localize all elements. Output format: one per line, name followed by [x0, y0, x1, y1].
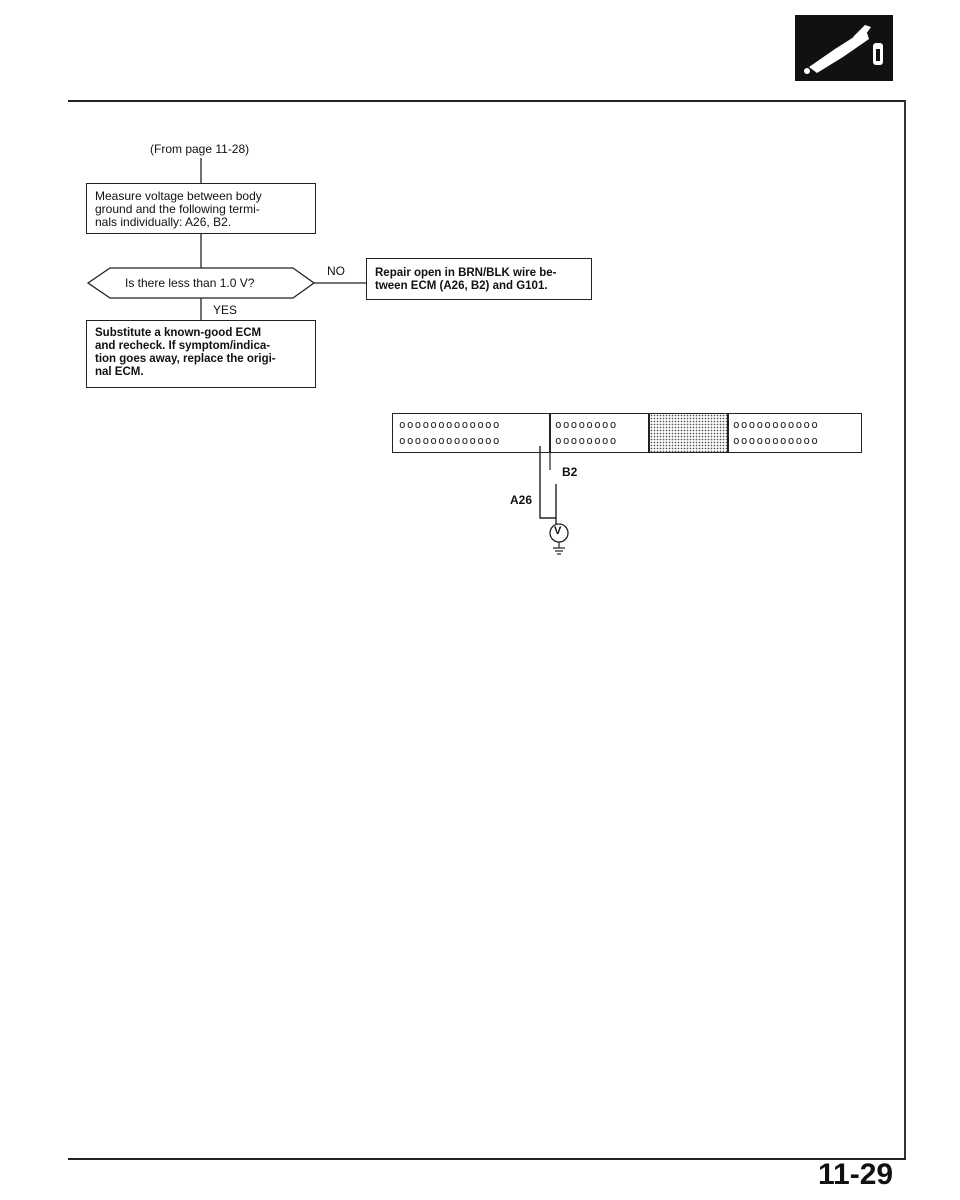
pin-row: ooooooooooo [733, 418, 820, 431]
yes-action-line: nal ECM. [95, 366, 144, 378]
pin-row: ooooooooooooo [399, 434, 501, 447]
step1-line: Measure voltage between body [95, 189, 262, 203]
step1-line: ground and the following termi- [95, 202, 260, 216]
yes-action-line: Substitute a known-good ECM [95, 327, 262, 339]
pin-row: ooooooooooo [733, 434, 820, 447]
yes-action-line: and recheck. If symptom/indica- [95, 340, 271, 352]
no-label: NO [327, 264, 345, 278]
decision-text: Is there less than 1.0 V? [125, 276, 255, 290]
no-action-line: tween ECM (A26, B2) and G101. [375, 280, 548, 292]
no-action-line: Repair open in BRN/BLK wire be- [375, 267, 557, 279]
pin-row: oooooooo [555, 434, 618, 447]
pin-row: oooooooo [555, 418, 618, 431]
from-page-label: (From page 11-28) [150, 142, 250, 156]
yes-label: YES [213, 303, 238, 317]
voltmeter-icon: V [554, 525, 562, 537]
page-number: 11-29 [818, 1158, 894, 1191]
pin-row: ooooooooooooo [399, 418, 501, 431]
yes-action-line: tion goes away, replace the origi- [95, 353, 276, 365]
pin-a26-label: A26 [510, 493, 533, 507]
step1-line: nals individually: A26, B2. [95, 215, 232, 229]
pin-b2-label: B2 [562, 465, 578, 479]
